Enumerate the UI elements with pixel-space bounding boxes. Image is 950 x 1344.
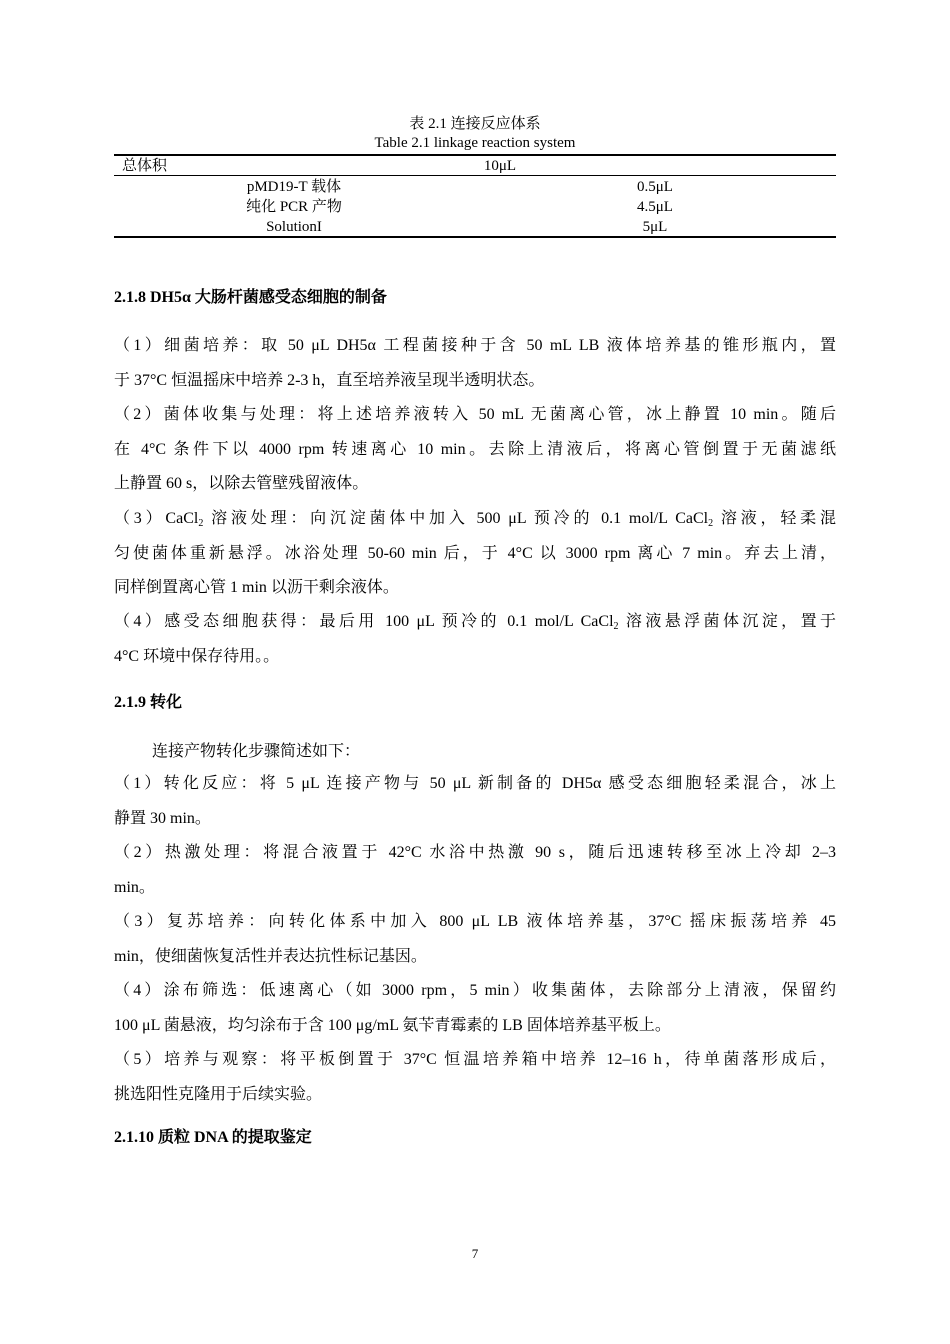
paragraph-cacl2-treatment [114, 502, 836, 606]
text-line: 挑选阳性克隆用于后续实验。 [114, 1085, 323, 1103]
table-cell-volume: 5μL [642, 219, 668, 235]
table-cell-component: pMD19-T 载体 [246, 179, 342, 195]
paragraph-incubation [114, 1043, 836, 1112]
text-line: 在 4°C 条件下以 4000 rpm 转速离心 10 min。去除上清液后，将离心管倒置于无菌滤纸 [114, 440, 836, 458]
text-line: 同样倒置离心管 1 min 以沥干剩余液体。 [114, 579, 399, 596]
paragraph-bacteria-culture [114, 329, 836, 398]
paragraph-cell-collection [114, 398, 836, 502]
paragraph-intro [114, 735, 836, 770]
table-cell-volume: 4.5μL [637, 199, 673, 215]
paragraph-transformation [114, 767, 836, 836]
text-line: 静置 30 min。 [114, 809, 211, 827]
section-heading-2-1-9: 2.1.9 转化 [114, 694, 183, 711]
text-line: （1）转化反应：将 5 μL 连接产物与 50 μL 新制备的 DH5α 感受态细胞轻柔混合，冰上 [114, 775, 836, 792]
text-line: 于 37°C 恒温摇床中培养 2-3 h，直至培养液呈现半透明状态。 [114, 371, 545, 389]
table-caption-en: Table 2.1 linkage reaction system [374, 135, 576, 151]
text-line: 连接产物转化步骤简述如下： [152, 743, 361, 760]
text-line: 100 μL 菌悬液，均匀涂布于含 100 μg/mL 氨苄青霉素的 LB 固体培养基平板上。 [114, 1016, 671, 1034]
text-line [114, 605, 836, 640]
text-line: （5）培养与观察：将平板倒置于 37°C 恒温培养箱中培养 12–16 h，待单菌落形成后， [114, 1051, 836, 1068]
table-header-label: 总体积 [122, 158, 168, 174]
paragraph-heat-shock [114, 836, 836, 905]
text-run: （3）CaCl [114, 510, 199, 527]
section-heading-2-1-8: 2.1.8 DH5α 大肠杆菌感受态细胞的制备 [114, 289, 387, 306]
text-run: 溶液，轻柔混 [713, 510, 836, 527]
text-line: （2）热激处理：将混合液置于 42°C 水浴中热激 90 s，随后迅速转移至冰上冷却 2–3 [114, 844, 836, 861]
text-line: （4）涂布筛选：低速离心（如 3000 rpm，5 min）收集菌体，去除部分上清液，保留约 [114, 982, 836, 999]
table-cell-component: 纯化 PCR 产物 [246, 199, 342, 215]
subscript: 2 [613, 621, 619, 632]
paragraph-competent-cells [114, 605, 836, 674]
table-cell-volume: 0.5μL [637, 179, 673, 195]
table-bottom-rule [114, 236, 836, 238]
text-line [114, 502, 836, 537]
table-cell-component: SolutionI [266, 219, 322, 235]
text-run: 溶液处理：向沉淀菌体中加入 500 μL 预冷的 0.1 mol/L CaCl [203, 510, 709, 527]
text-run: （4）感受态细胞获得：最后用 100 μL 预冷的 0.1 mol/L CaCl [114, 613, 614, 630]
text-line: min。 [114, 878, 155, 896]
text-line: 上静置 60 s，以除去管壁残留液体。 [114, 475, 369, 492]
text-line: 匀使菌体重新悬浮。冰浴处理 50-60 min 后，于 4°C 以 3000 rpm 离心 7 min。弃去上清， [114, 544, 836, 562]
section-heading-2-1-10: 2.1.10 质粒 DNA 的提取鉴定 [114, 1129, 312, 1146]
paragraph-recovery [114, 905, 836, 974]
text-run: 溶液悬浮菌体沉淀，置于 [618, 613, 836, 630]
subscript: 2 [708, 518, 714, 529]
text-line: min，使细菌恢复活性并表达抗性标记基因。 [114, 947, 427, 965]
subscript: 2 [198, 518, 204, 529]
paragraph-plating [114, 974, 836, 1043]
text-line: （2）菌体收集与处理：将上述培养液转入 50 mL 无菌离心管，冰上静置 10 min。随后 [114, 406, 836, 423]
table-mid-rule [114, 175, 836, 176]
table-caption-cn: 表 2.1 连接反应体系 [409, 116, 541, 132]
text-line: （3）复苏培养：向转化体系中加入 800 μL LB 液体培养基，37°C 摇床振荡培养 45 [114, 913, 836, 930]
text-line: （1）细菌培养：取 50 μL DH5α 工程菌接种于含 50 mL LB 液体培养基的锥形瓶内，置 [114, 337, 836, 354]
text-line: 4°C 环境中保存待用。。 [114, 647, 280, 665]
page-number: 7 [471, 1246, 479, 1261]
table-header-value: 10μL [483, 158, 517, 174]
